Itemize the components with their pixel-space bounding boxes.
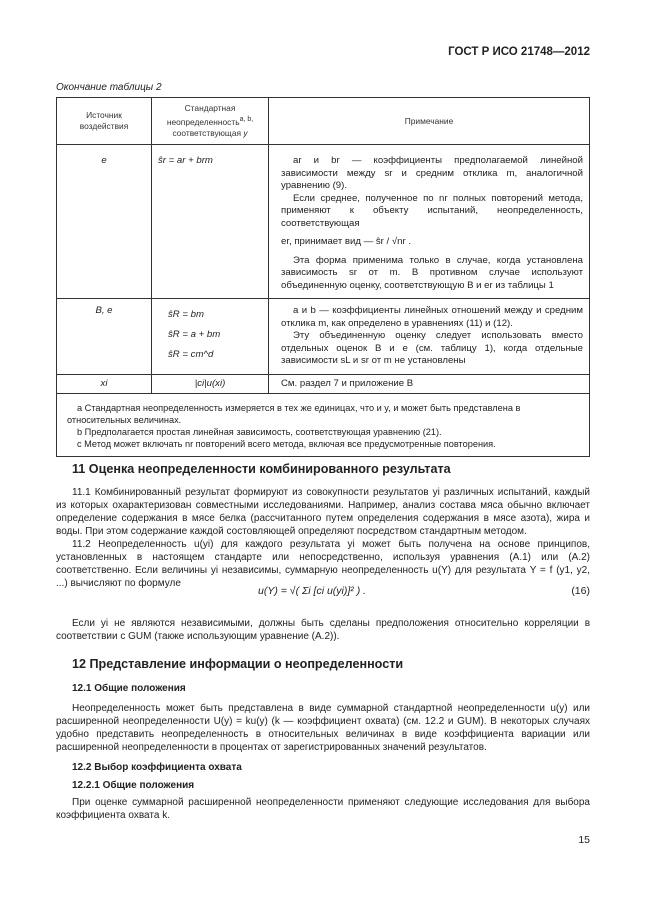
- note-line: См. раздел 7 и приложение В: [281, 377, 414, 389]
- row-note: [269, 299, 590, 375]
- row-note: [269, 145, 590, 299]
- paragraph-11-1: 11.1 Комбинированный результат формируют из совокупности результатов yi различных испытаний, каждый из которых охарактеризован совместными исследованиями. Например, анализ состава мяса обычно включает определение содержания в мясе белка (рассчитанного путем определения содержания в мясе азота), жира и воды. При этом содержание каждой состовляющей определяют посредством стандартным методом.: [56, 487, 590, 537]
- header-uncertainty-line2: соответствующая: [172, 127, 242, 138]
- table-continuation-caption: Окончание таблицы 2: [56, 82, 162, 93]
- header-uncertainty-y: y: [243, 127, 248, 138]
- row-source: B, e: [57, 299, 152, 375]
- footnote-a: a Стандартная неопределенность измеряется в тех же единицах, что и y, и может быть представлена в относительных величинах.: [67, 403, 521, 425]
- paragraph-12-2-1: При оценке суммарной расширенной неопределенности применяют следующие исследования для выбора коэффициента охвата k.: [56, 797, 590, 821]
- equation-number: (16): [571, 585, 590, 597]
- header-uncertainty-sup: a, b,: [239, 116, 254, 124]
- note-line: a и b — коэффициенты линейных отношений между и средним отклика m, как определено в уравнениях (11) и (12).: [281, 305, 583, 329]
- row-uncertainty: [152, 299, 269, 375]
- subsection-12-2-1-title: 12.2.1 Общие положения: [72, 780, 195, 791]
- note-line: Если среднее, полученное по nr полных повторений метода, применяют к объекту испытаний, неопределенность, соответствующая: [281, 192, 583, 229]
- row-source: e: [57, 145, 152, 299]
- note-line: Эта форма применима только в случае, когда установлена зависимость sr от m. В противном случае используют объединенную оценку, соответствующую B и er из таблицы 1: [281, 254, 583, 291]
- footnote-c: c Метод может включать nr повторений всего метода, включая все предусмотренные повторения.: [77, 439, 496, 449]
- footnote-b: b Предполагается простая линейная зависимость, соответствующая уравнению (21).: [77, 427, 442, 437]
- section-12-title: 12 Представление информации о неопределенности: [72, 657, 404, 671]
- table-row: [57, 299, 590, 375]
- row-source: xi: [57, 374, 152, 394]
- equation-body: u(Y) = √( Σi [ci u(yi)]² ) .: [258, 585, 367, 597]
- uncertainty-table: [56, 97, 590, 457]
- section-11-closing: [56, 617, 590, 643]
- table-row: [57, 145, 590, 299]
- row-uncertainty: ŝr = ar + brm: [152, 145, 269, 299]
- document-code: ГОСТ Р ИСО 21748—2012: [448, 46, 590, 58]
- subsection-12-2-title: 12.2 Выбор коэффициента охвата: [72, 762, 242, 773]
- row-uncertainty: |ci|u(xi): [152, 374, 269, 394]
- table-row: [57, 374, 590, 394]
- section-11-body: [56, 486, 590, 590]
- table-footnotes-row: [57, 394, 590, 457]
- table-header-row: [57, 98, 590, 145]
- header-uncertainty: [152, 98, 269, 145]
- subsection-12-1-title: 12.1 Общие положения: [72, 683, 186, 694]
- paragraph-12-1: Неопределенность может быть представлена в виде суммарной стандартной неопределенности u(y) или расширенной неопределенности U(y) = ku(y) (k — коэффициент охвата) (см. 12.2 и GUM). В некоторых случаях удобно представить неопределенность в относительных величинах в виде коэффициента вариации или расширенной неопределенности в процентах от зарегистрированных значений результатов.: [56, 703, 590, 753]
- paragraph-11-3: Если yi не являются независимыми, должны быть сделаны предположения относительно корреляции в соответствии с GUM (также использующим уравнение (А.2)).: [56, 618, 590, 642]
- table-footnotes: [57, 394, 590, 457]
- header-note: Примечание: [269, 98, 590, 145]
- note-line: Эту объединенную оценку следует использовать вместо отдельных оценок B и e (см. таблицу 1), когда отдельные зависимости sL и sr от m не установлены: [281, 330, 583, 366]
- header-uncertainty-line1: Стандартная неопределенность: [166, 103, 240, 127]
- page-number: 15: [578, 834, 590, 846]
- header-source: Источник воздействия: [57, 98, 152, 145]
- subsection-12-2-1-body: [56, 796, 590, 822]
- section-11-title: 11 Оценка неопределенности комбинированного результата: [72, 462, 451, 476]
- formula-line: ŝR = a + bm: [168, 329, 221, 340]
- note-line: er, принимает вид — ŝr / √nr .: [281, 236, 411, 247]
- formula-line: ŝR = cm^d: [168, 349, 214, 360]
- subsection-12-1-body: [56, 702, 590, 754]
- paragraph-11-2: 11.2 Неопределенность u(yi) для каждого результата yi может быть получена на основе принципов, установленных в настоящем стандарте или непосредственно, используя уравнения (А.1) или (А.2) соответственно. Если величины yi независимы, суммарную неопределенность u(Y) для результата Y = f (y1, y2, ...) вычисляют по формуле: [56, 539, 590, 589]
- row-note: [269, 374, 590, 394]
- note-line: ar и br — коэффициенты предполагаемой линейной зависимости между sr и средним отклика m, аналогичной уравнению (9).: [281, 155, 583, 191]
- formula-line: ŝR = bm: [168, 309, 204, 320]
